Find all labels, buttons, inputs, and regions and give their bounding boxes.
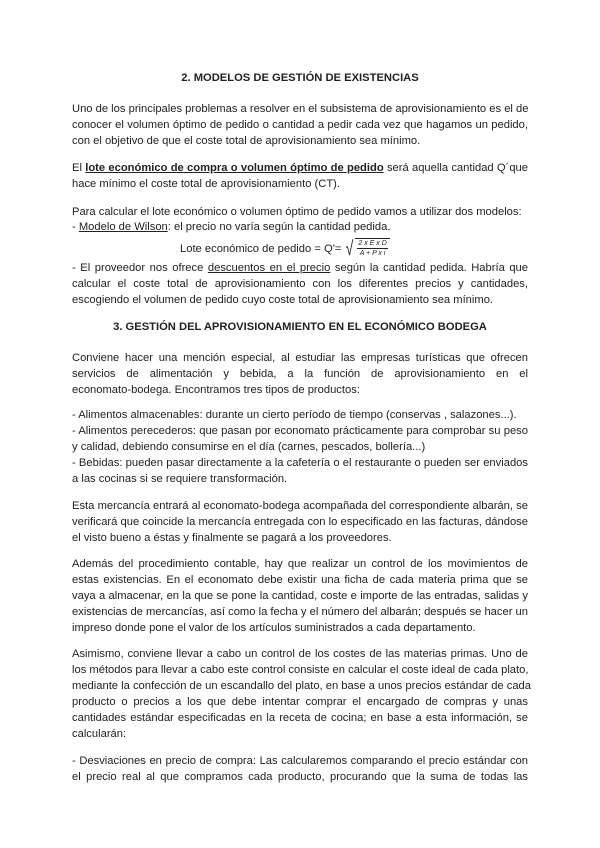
text-span: : el precio no varía según la cantidad pedida. bbox=[167, 221, 391, 233]
paragraph-line: con el objetivo de que el coste total de aprovisionamiento sea mínimo. bbox=[72, 135, 421, 147]
paragraph-line: escogiendo el volumen de pedido cuyo coste total de aprovisionamiento sea mínimo. bbox=[72, 294, 494, 306]
definition-line bbox=[72, 160, 528, 176]
paragraph-line: Uno de los principales problemas a resolver en el subsistema de aprovisionamiento es el de bbox=[72, 103, 529, 115]
list-item: - Bebidas: pueden pasar directamente a la cafetería o el restaurante o pueden ser enviados bbox=[72, 457, 528, 469]
square-root bbox=[344, 238, 389, 260]
paragraph-line: Esta mercancía entrará al economato-bodega acompañada del correspondiente albarán, se bbox=[72, 500, 528, 512]
list-item: - Alimentos almacenables: durante un cierto período de tiempo (conservas , salazones...). bbox=[72, 409, 517, 421]
wilson-model-line bbox=[72, 219, 528, 235]
formula-denominator: A + P x i bbox=[359, 250, 386, 257]
list-item: y calidad, debiendo consumirse en el día (carnes, pescados, bollería...) bbox=[72, 441, 426, 453]
section-3-heading: 3. GESTIÓN DEL APROVISIONAMIENTO EN EL ECONÓMICO BODEGA bbox=[113, 321, 487, 333]
paragraph-line: cantidades estándar especificadas en la receta de cocina; en base a esta información, se bbox=[72, 712, 528, 724]
discount-term: descuentos en el precio bbox=[207, 262, 331, 274]
paragraph-line: Conviene hacer una mención especial, al estudiar las empresas turísticas que ofrecen bbox=[72, 352, 528, 364]
paragraph-line: los métodos para llevar a cabo este control consiste en calcular el coste ideal de cada plato, bbox=[72, 664, 529, 676]
paragraph-line: conocer el volumen óptimo de pedido o cantidad a pedir cada vez que hagamos un pedido, bbox=[72, 119, 528, 131]
paragraph-line: calcular el coste total de aprovisionamiento con los diferentes precios y cantidades, bbox=[72, 278, 528, 290]
paragraph-line: estas existencias. En el economato debe existir una ficha de cada materia prima que se bbox=[72, 574, 528, 586]
paragraph-line: impreso donde pone el valor de los artículos suministrados a cada departamento. bbox=[72, 622, 476, 634]
formula-numerator: 2 x E x D bbox=[358, 240, 387, 247]
paragraph-line: mediante la confección de un escandallo del plato, en base a unos precios estándar de cada bbox=[72, 680, 532, 692]
discount-line bbox=[72, 260, 528, 276]
formula-fraction bbox=[355, 238, 389, 260]
paragraph-line: hace mínimo el coste total de aprovisionamiento (CT). bbox=[72, 178, 340, 190]
paragraph-line: el visto bueno a éstas y finalmente se pagará a los proveedores. bbox=[72, 532, 392, 544]
paragraph-line: calcularán: bbox=[72, 728, 127, 740]
paragraph-line: - Desviaciones en precio de compra: Las calcularemos comparando el precio estándar con bbox=[72, 755, 528, 767]
paragraph-line: vaya a almacenar, en la que se pone la cantidad, coste e importe de las entradas, salidas y bbox=[72, 590, 528, 602]
paragraph-line: economato-bodega. Encontramos tres tipos de productos: bbox=[72, 384, 360, 396]
wilson-formula bbox=[180, 238, 390, 260]
paragraph-line: existencias de mercancías, así como la fecha y el número del albarán; después se hacer un bbox=[72, 606, 528, 618]
paragraph-line: Para calcular el lote económico o volumen óptimo de pedido vamos a utilizar dos modelos: bbox=[72, 206, 522, 218]
paragraph-line: Asimismo, conviene llevar a cabo un control de los costes de las materias primas. Uno de bbox=[72, 648, 528, 660]
wilson-model-term: Modelo de Wilson bbox=[78, 221, 168, 233]
section-2-heading: 2. MODELOS DE GESTIÓN DE EXISTENCIAS bbox=[181, 72, 419, 84]
list-item: a las cocinas si se requiere transformación. bbox=[72, 473, 288, 485]
paragraph-line: verificará que coincide la mercancía entregada con lo especificado en las facturas, dándose bbox=[72, 516, 528, 528]
paragraph-line: Además del procedimiento contable, hay que realizar un control de los movimientos de bbox=[72, 558, 528, 570]
radical-sign: √ bbox=[346, 238, 354, 260]
text-span: El bbox=[72, 162, 86, 174]
defined-term: lote económico de compra o volumen óptimo de pedido bbox=[85, 162, 384, 174]
paragraph-line: el precio real al que compramos cada producto, procurando que la suma de todas las bbox=[72, 771, 528, 783]
text-span: - El proveedor nos ofrece bbox=[72, 262, 208, 274]
text-span: será aquella cantidad Q´que bbox=[383, 162, 528, 174]
paragraph-line: producto o precios a los que debe intentar comprar el encargado de compras y unas bbox=[72, 696, 528, 708]
text-span: - bbox=[72, 221, 79, 233]
text-span: según la cantidad pedida. Habría que bbox=[330, 262, 528, 274]
paragraph-line: servicios de alimentación y bebida, a la función de aprovisionamiento en el bbox=[72, 368, 528, 380]
formula-label: Lote económico de pedido = Q'= bbox=[180, 243, 342, 255]
list-item: - Alimentos perecederos: que pasan por economato prácticamente para comprobar su peso bbox=[72, 425, 528, 437]
